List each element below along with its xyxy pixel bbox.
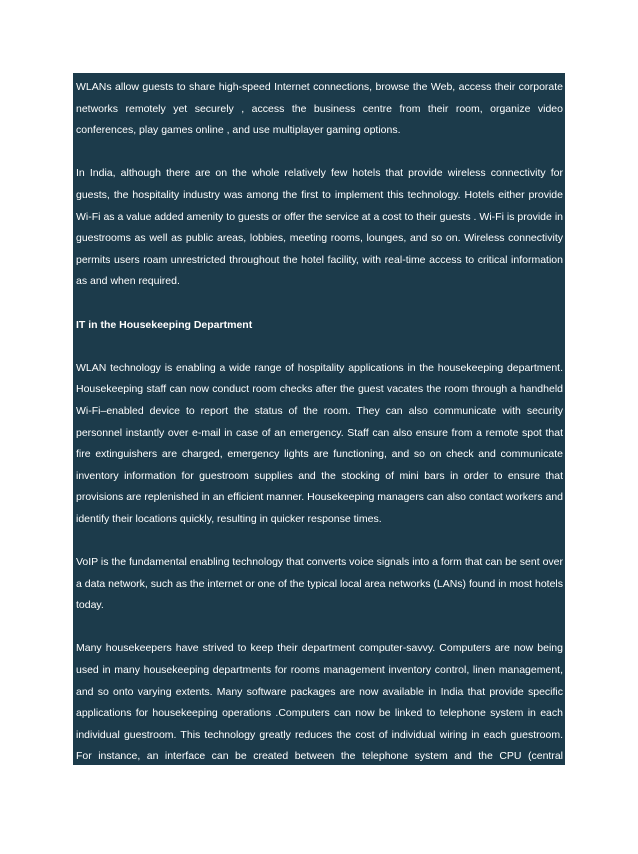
- paragraph-wlan-housekeeping: WLAN technology is enabling a wide range of hospitality applications in the housekeeping department. Housekeeping staff can now conduct room checks after the guest vacates the room through a handheld Wi-Fi–enabled device to report the status of the room. They can also communicate with security personnel instantly over e-mail in case of an emergency. Staff can also ensure from a remote spot that fire extinguishers are charged, emergency lights are functioning, and so on check and communicate inventory information for guestroom supplies and the stocking of mini bars in order to ensure that provisions are replenished in an efficient manner. Housekeeping managers can also contact workers and identify their locations quickly, resulting in quicker response times.: [76, 361, 563, 525]
- paragraph-wlan-guests: WLANs allow guests to share high-speed Internet connections, browse the Web, access their corporate networks remotely yet securely , access the business centre from their room, organize video conferences, play games online , and use multiplayer gaming options.: [76, 81, 563, 137]
- paragraph-wifi-india: In India, although there are on the whole relatively few hotels that provide wireless connectivity for guests, the hospitality industry was among the first to implement this technology. Hotels either provide Wi-Fi as a value added amenity to guests or offer the service at a cost to their guests . Wi-Fi is provide in guestrooms as well as public areas, lobbies, meeting rooms, lounges, and so on. Wireless connectivity permits users roam unrestricted throughout the hotel facility, with real-time access to critical information as and when required.: [76, 167, 563, 288]
- paragraph-voip: VoIP is the fundamental enabling technology that converts voice signals into a form that can be sent over a data network, such as the internet or one of the typical local area networks (LANs) found in most hotels today.: [76, 556, 563, 612]
- paragraph-computers: Many housekeepers have strived to keep their department computer-savvy. Computers are now being used in many housekeeping departments for rooms management inventory control, linen management, and so onto varying extents. Many software packages are now available in India that provide specific applications for housekeeping operations .Computers can now be linked to telephone system in each individual guestroom. This technology greatly reduces the cost of individual wiring in each guestroom. For instance, an interface can be created between the telephone system and the CPU (central processing unit) of the hotel's computer network by the GRA dialing a specific sequence of numbers on the phone from a specific guestroom. Once connected, the computer immediately recognizes the room number to which it is being connected. After the connection is established, a specific list of dial-up codes become: [76, 642, 563, 849]
- text-block: [73, 73, 565, 849]
- section-heading: IT in the Housekeeping Department: [76, 318, 253, 331]
